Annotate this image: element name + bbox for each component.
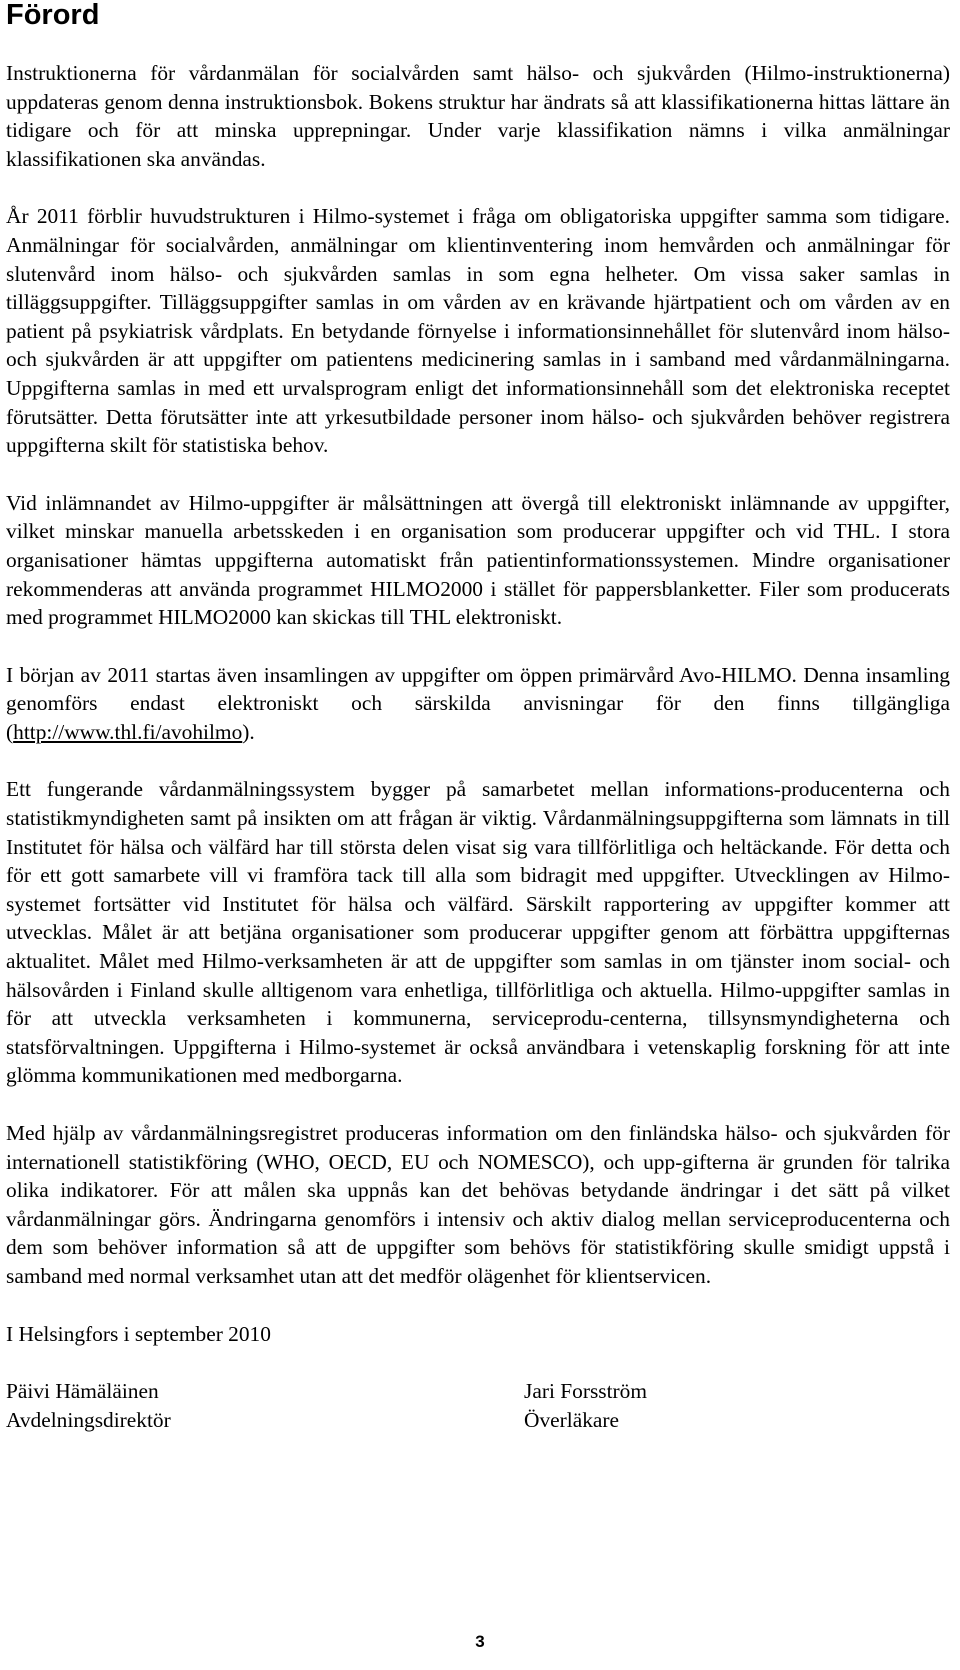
page-number: 3 (475, 1632, 485, 1651)
paragraph-intro: Instruktionerna för vårdanmälan för socialvården samt hälso- och sjukvården (Hilmo-instruktionerna) uppdateras genom denna instruktionsbok. Bokens struktur har ändrats så att klassifikationerna hittas lättare än tidigare och för att minska upprepningar. Under varje klassifikation nämns i vilka anmälningar klassifikationen ska användas. (6, 61, 950, 171)
page-title: Förord (6, 0, 100, 31)
avohilmo-link[interactable]: http://www.thl.fi/avohilmo (13, 719, 243, 744)
paragraph-structure-2011: År 2011 förblir huvudstrukturen i Hilmo-systemet i fråga om obligatoriska uppgifter samma som tidigare. Anmälningar för socialvården, anmälningar om klientinventering inom hemvården och anmälningar för slutenvård inom hälso- och sjukvården samlas in som egna helheter. Om vissa saker samlas in tilläggsuppgifter. Tilläggsuppgifter samlas in om vården av en krävande hjärtpatient och om vården av en patient på psykiatrisk vårdplats. En betydande förnyelse i informationsinnehållet för slutenvård inom hälso- och sjukvården är att uppgifter om patientens medicinering samlas in i samband med vårdanmälningarna. Uppgifterna samlas in med ett urvalsprogram enligt det informationsinnehåll som det elektroniska receptet förutsätter. Detta förutsätter inte att yrkesutbildade personer inom hälso- och sjukvården behöver registrera uppgifterna skilt för statistiska behov. (6, 204, 950, 458)
signatory-title: Överläkare (524, 1408, 620, 1433)
document-page (6, 0, 950, 1441)
paragraph-submission: Vid inlämnandet av Hilmo-uppgifter är målsättningen att övergå till elektroniskt inlämnande av uppgifter, vilket minskar manuella arbetsskeden i en organisation som producerar uppgifter och vid THL. I stora organisationer hämtas uppgifterna automatiskt från patientinformationssystemen. Mindre organisationer rekommenderas att använda programmet HILMO2000 i stället för pappersblanketter. Filer som producerats med programmet HILMO2000 kan skickas till THL elektroniskt. (6, 490, 950, 630)
paragraph-cooperation: Ett fungerande vårdanmälningssystem bygger på samarbetet mellan informations-producenterna och statistikmyndigheten samt på insikten om att frågan är viktig. Vårdanmälningsuppgifterna som lämnats in till Institutet för hälsa och välfärd har till största delen visat sig vara tillförlitliga och heltäckande. För detta och för ett gott samarbete vill vi framföra tack till alla som bidragit med uppgifter. Utvecklingen av Hilmo-systemet fortsätter vid Institutet för hälsa och välfärd. Särskilt rapportering av uppgifter kommer att utvecklas. Målet är att betjäna organisationer som producerar uppgifter genom att förbättra uppgifternas aktualitet. Målet med Hilmo-verksamheten är att de uppgifter som samlas in om tjänster inom social- och hälsovården i Finland skulle alltigenom vara enhetliga, tillförlitliga och aktuella. Hilmo-uppgifter samlas in för att utveckla verksamheten i kommunerna, serviceprodu-centerna, tillsynsmyndigheterna och statsförvaltningen. Uppgifterna i Hilmo-systemet är också användbara i vetenskaplig forskning för att inte glömma kommunikationen med medborgarna. (6, 777, 950, 1088)
signatory-left (6, 1377, 171, 1435)
signatory-title: Avdelningsdirektör (6, 1408, 171, 1433)
signatory-right (524, 1377, 647, 1435)
place-date-line: I Helsingfors i september 2010 (6, 1321, 271, 1346)
document-body (6, 59, 950, 1348)
signature-block (6, 1377, 950, 1441)
avo-hilmo-text-end: ). (242, 719, 255, 744)
paragraph-avo-hilmo (6, 661, 950, 747)
signatory-name: Jari Forsström (524, 1379, 647, 1404)
avo-hilmo-text: I början av 2011 startas även insamlingen av uppgifter om öppen primärvård Avo-HILMO. Denna insamling genomförs endast elektroniskt och särskilda anvisningar för den finns tillgängliga ( (6, 662, 950, 744)
paragraph-international: Med hjälp av vårdanmälningsregistret produceras information om den finländska hälso- och sjukvården för internationell statistikföring (WHO, OECD, EU och NOMESCO), och upp-gifterna är grunden för talrika olika indikatorer. För att målen ska uppnås kan det behövas betydande ändringar i det sätt på vilket vårdanmälningar görs. Ändringarna genomförs i intensiv och aktiv dialog mellan serviceproducenterna och dem som behöver information så att de uppgifter som behövs för statistikföring skulle smidigt uppstå i samband med normal verksamhet utan att det medför olägenhet för klientservicen. (6, 1121, 950, 1288)
signatory-name: Päivi Hämäläinen (6, 1379, 159, 1404)
